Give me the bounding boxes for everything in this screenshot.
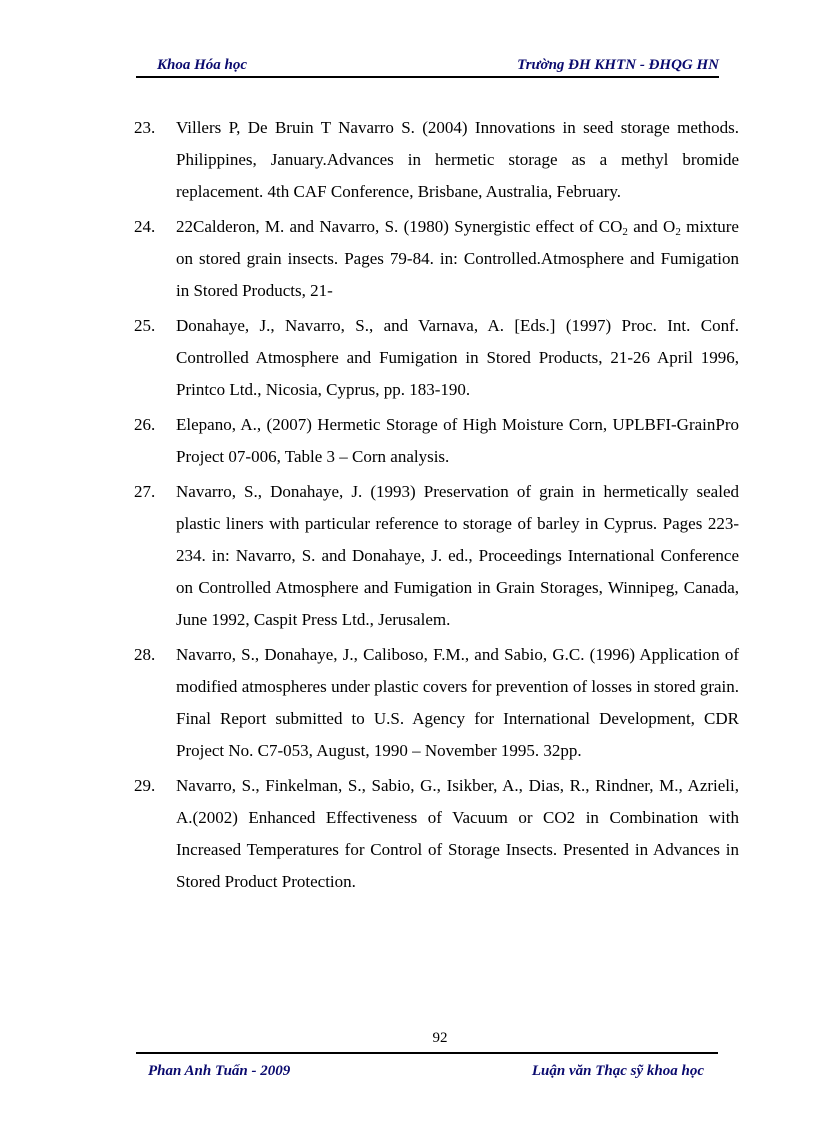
subscript: 2: [622, 226, 628, 238]
header-university: Trường ĐH KHTN - ĐHQG HN: [517, 57, 719, 73]
subscript: 2: [675, 226, 681, 238]
reference-item-28: [134, 639, 739, 767]
reference-item-23: [134, 112, 739, 208]
reference-item-26: [134, 409, 739, 473]
reference-item-24: [134, 211, 739, 307]
reference-list: [134, 112, 739, 901]
reference-item-29: [134, 770, 739, 898]
reference-number: 28.: [134, 645, 156, 664]
reference-text: Navarro, S., Finkelman, S., Sabio, G., Isikber, A., Dias, R., Rindner, M., Azrieli, A.(2002) Enhanced Effectiveness of Vacuum or CO2 in Combination with Increased Temperatures for Control of Storage Insects. Presented in Advances in Stored Product Protection.: [176, 776, 739, 891]
header-department: Khoa Hóa học: [157, 57, 248, 73]
header-rule: [136, 76, 719, 78]
reference-number: 26.: [134, 415, 156, 434]
reference-text: Navarro, S., Donahaye, J., Caliboso, F.M., and Sabio, G.C. (1996) Application of modified atmospheres under plastic covers for prevention of losses in stored grain. Final Report submitted to U.S. Agency for International Development, CDR Project No. C7-053, August, 1990 – November 1995. 32pp.: [176, 645, 739, 760]
reference-number: 23.: [134, 118, 156, 137]
reference-item-25: [134, 310, 739, 406]
reference-text-part: mixture on stored grain insects. Pages 79-84. in: Controlled.Atmosphere and Fumigation in Stored Products, 21-: [176, 217, 739, 300]
reference-text-part: and O: [627, 217, 676, 236]
reference-text-part: 22Calderon, M. and Navarro, S. (1980) Synergistic effect of CO: [176, 217, 623, 236]
reference-number: 29.: [134, 776, 156, 795]
page-number: 92: [432, 1030, 448, 1046]
reference-number: 25.: [134, 316, 156, 335]
reference-text: [176, 211, 739, 307]
footer-rule: [136, 1052, 718, 1054]
footer-author: Phan Anh Tuấn - 2009: [148, 1063, 291, 1079]
reference-number: 27.: [134, 482, 156, 501]
reference-text: Donahaye, J., Navarro, S., and Varnava, A. [Eds.] (1997) Proc. Int. Conf. Controlled Atmosphere and Fumigation in Stored Products, 21-26 April 1996, Printco Ltd., Nicosia, Cyprus, pp. 183-190.: [176, 316, 739, 399]
reference-text: Villers P, De Bruin T Navarro S. (2004) Innovations in seed storage methods. Philippines, January.Advances in hermetic storage as a methyl bromide replacement. 4th CAF Conference, Brisbane, Australia, February.: [176, 118, 739, 201]
reference-item-27: [134, 476, 739, 636]
reference-number: 24.: [134, 217, 156, 236]
reference-text: Navarro, S., Donahaye, J. (1993) Preservation of grain in hermetically sealed plastic liners with particular reference to storage of barley in Cyprus. Pages 223-234. in: Navarro, S. and Donahaye, J. ed., Proceedings International Conference on Controlled Atmosphere and Fumigation in Grain Storages, Winnipeg, Canada, June 1992, Caspit Press Ltd., Jerusalem.: [176, 482, 739, 629]
footer-thesis-title: Luận văn Thạc sỹ khoa học: [531, 1063, 704, 1079]
reference-text: Elepano, A., (2007) Hermetic Storage of High Moisture Corn, UPLBFI-GrainPro Project 07-006, Table 3 – Corn analysis.: [176, 415, 739, 466]
